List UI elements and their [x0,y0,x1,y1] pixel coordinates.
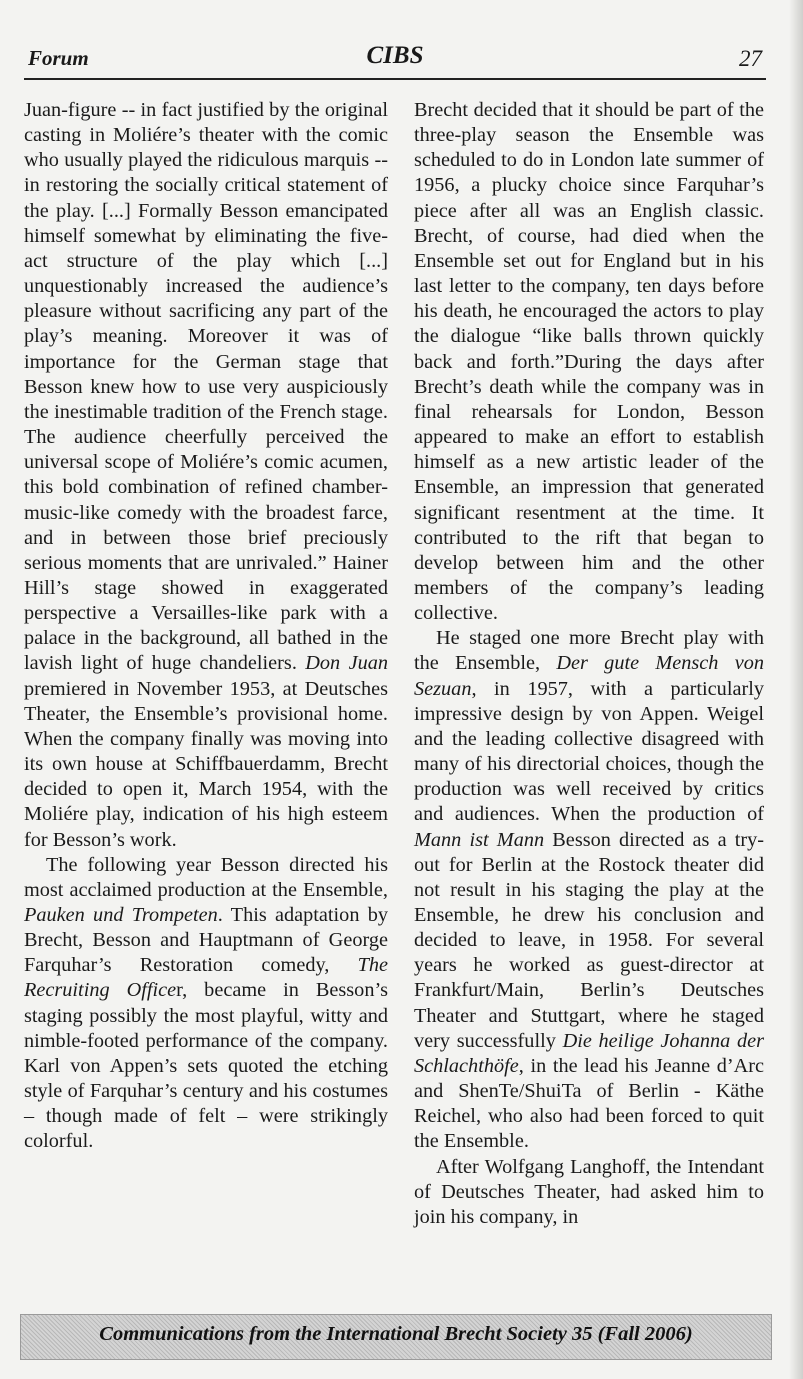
play-title: Die heilige Johanna der Schlachthöfe [414,1029,764,1077]
footer-citation: Communications from the International Brecht Society 35 (Fall 2006) [99,1323,693,1345]
page-edge-shadow [789,0,803,1379]
page-number: 27 [739,46,762,71]
play-title: The Recruiting Office [24,954,388,1002]
play-title: Mann ist Mann [414,828,545,851]
paragraph: He staged one more Brecht play with the Ensemble, Der gute Mensch von Sezuan, in 1957, with a particularly impressive design by von Appen. Weigel and the leading collective disagreed with many of his directorial choices, though the production was well received by critics and audiences. When the production of Mann ist Mann Besson directed as a try-out for Berlin at the Rostock theater did not result in his staging the play at the Ensemble, he drew his conclusion and decided to leave, in 1958. For several years he worked as guest-director at Frankfurt/Main, Berlin’s Deutsches Theater and Stuttgart, where he staged very successfully Die heilige Johanna der Schlachthöfe, in the lead his Jeanne d’Arc and ShenTe/ShuiTa of Berlin - Käthe Reichel, who also had been forced to quit the Ensemble. [414,627,765,1153]
journal-title: CIBS [366,42,424,69]
left-column [24,98,388,1155]
section-name: Forum [28,46,89,70]
play-title: Der gute Mensch von Sezuan [414,652,764,700]
paragraph: The following year Besson directed his most acclaimed production at the Ensemble, Pauken und Trompeten. This adaptation by Brecht, Besson and Hauptmann of George Farquhar’s Restoration comedy, The Recruiting Officer, became in Besson’s staging possibly the most playful, witty and nimble-footed performance of the company. Karl von Appen’s sets quoted the etching style of Farquhar’s century and his costumes – though made of felt – were strikingly colorful. [24,853,388,1153]
running-footer [20,1314,772,1360]
play-title: Don Juan [305,652,388,675]
paragraph: After Wolfgang Langhoff, the Intendant of Deutsches Theater, had asked him to join his company, in [414,1155,764,1228]
paragraph: Juan-figure -- in fact justified by the original casting in Moliére’s theater with the comic who usually played the ridiculous marquis -- in restoring the socially critical statement of the play. [...] Formally Besson emancipated himself somewhat by eliminating the five-act structure of the play which [...] unquestionably increased the audience’s pleasure without sacrificing any part of the play’s meaning. Moreover it was of importance for the German stage that Besson knew how to use very auspiciously the inestimable tradition of the French stage. The audience cheerfully perceived the universal scope of Moliére’s comic acumen, this bold combination of refined chamber-music-like comedy with the broadest farce, and in between those brief preciously serious moments that are unrivaled.” Hainer Hill’s stage showed in exaggerated perspective a Versailles-like park with a palace in the background, all bathed in the lavish light of huge chandeliers. Don Juan premiered in November 1953, at Deutsches Theater, the Ensemble’s provisional home. When the company finally was moving into its own house at Schiffbauerdamm, Brecht decided to open it, March 1954, with the Moliére play, indication of his high esteem for Besson’s work. [24,99,388,851]
right-column [414,98,764,1230]
play-title: Pauken und Trompeten [24,904,218,926]
paragraph: Brecht decided that it should be part of the three-play season the Ensemble was scheduled to do in London late summer of 1956, a plucky choice since Farquhar’s piece after all was an English classic. Brecht, of course, had died when the Ensemble set out for England but in his last letter to the company, ten days before his death, he encouraged the actors to play the dialogue “like balls thrown quickly back and forth.”During the days after Brecht’s death while the company was in final rehearsals for London, Besson appeared to make an effort to establish himself as a new artistic leader of the Ensemble, an impression that generated significant resentment at the time. It contributed to the rift that began to develop between him and the other members of the company’s leading collective. [414,99,764,625]
running-header [24,42,766,80]
